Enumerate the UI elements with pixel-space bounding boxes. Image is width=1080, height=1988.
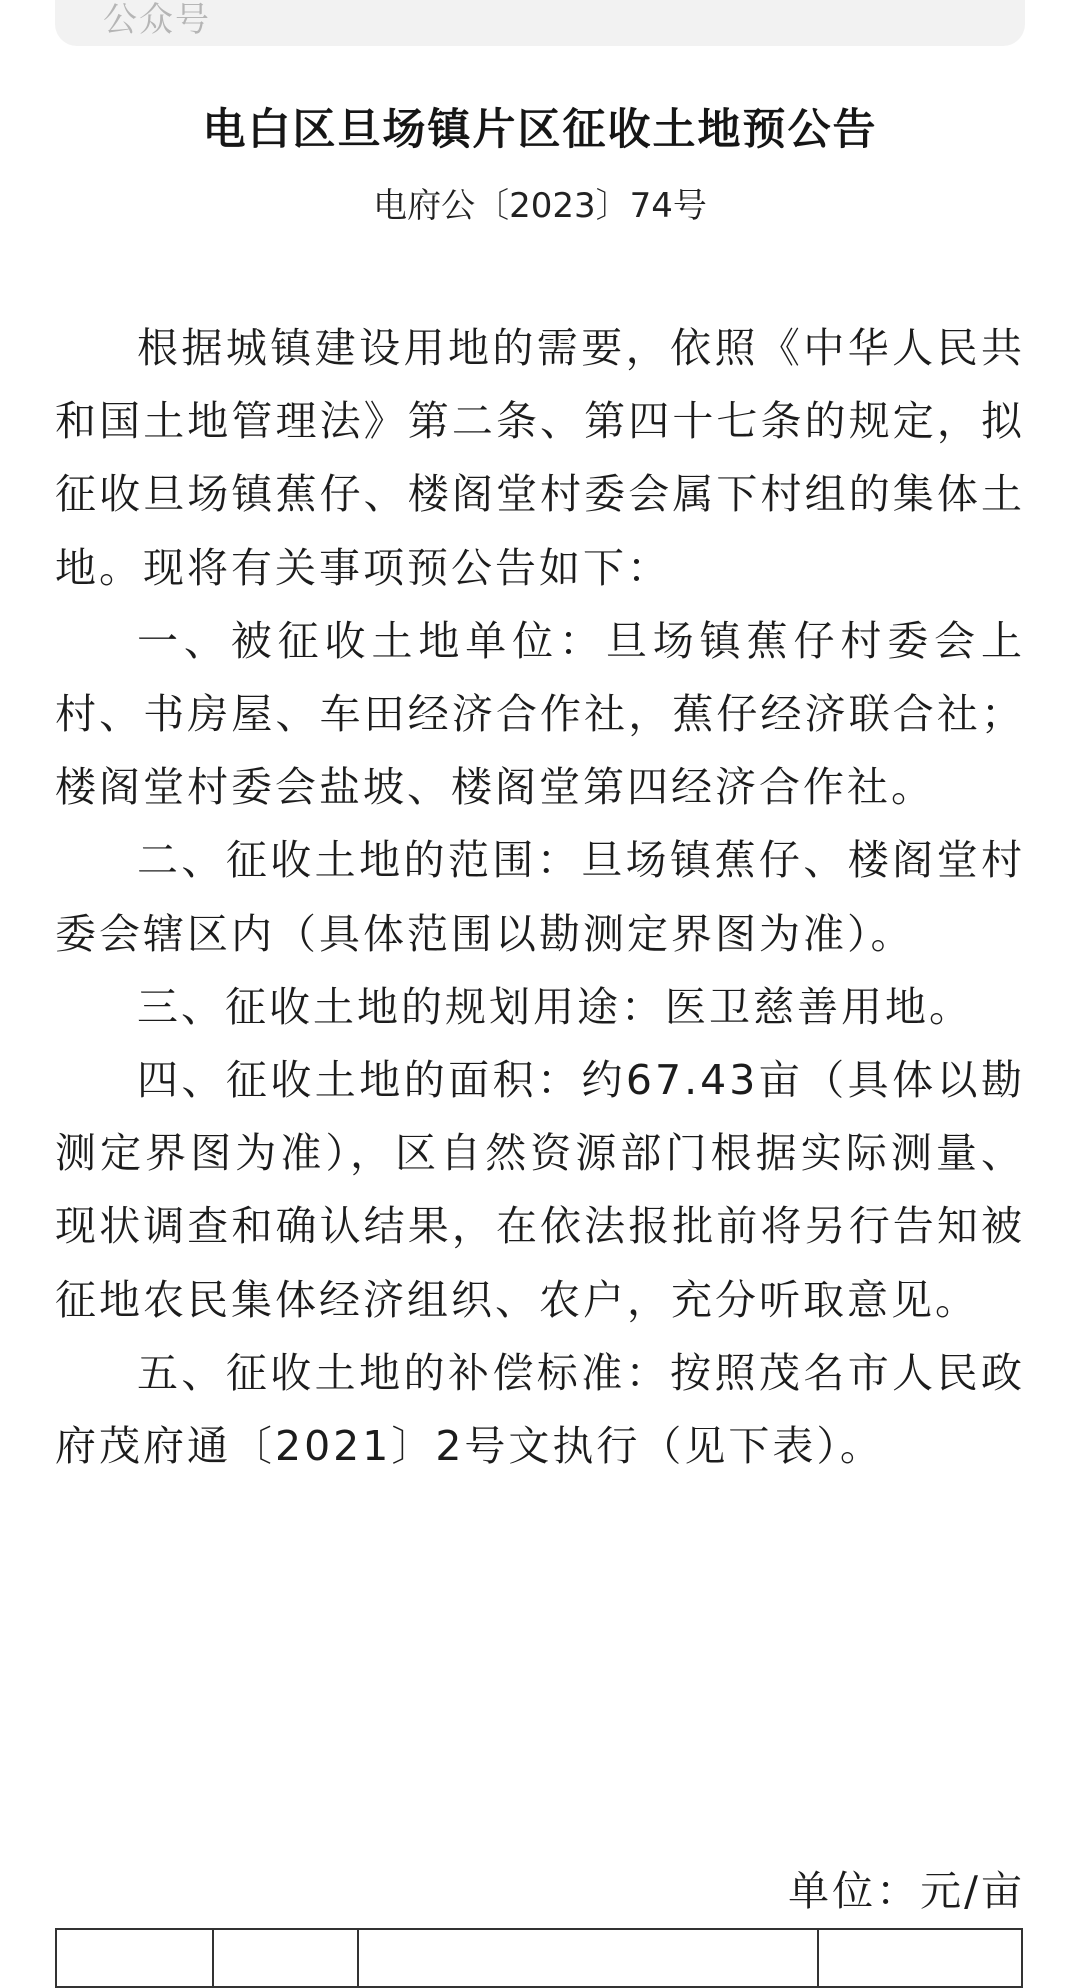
table-unit-label: 单位：元/亩 xyxy=(788,1867,1025,1915)
compensation-table xyxy=(55,1928,1023,1988)
paragraph-item-3: 三、征收土地的规划用途：医卫慈善用地。 xyxy=(137,982,973,1031)
top-bar-label: 公众号 xyxy=(103,0,211,40)
paragraph-item-2: 二、征收土地的范围：旦场镇蕉仔、楼阁堂村委会辖区内（具体范围以勘测定界图为准）。 xyxy=(55,836,1025,958)
document-body xyxy=(55,312,1025,1483)
paragraph-item-1: 一、被征收土地单位：旦场镇蕉仔村委会上村、书房屋、车田经济合作社，蕉仔经济联合社；楼阁堂村委会盐坡、楼阁堂第四经济合作社。 xyxy=(55,616,1025,812)
document-number: 电府公〔2023〕74号 xyxy=(373,186,707,226)
table-column-divider xyxy=(357,1930,359,1986)
document-title: 电白区旦场镇片区征收土地预公告 xyxy=(202,105,878,155)
table-column-divider xyxy=(817,1930,819,1986)
paragraph-intro: 根据城镇建设用地的需要，依照《中华人民共和国土地管理法》第二条、第四十七条的规定，拟征收旦场镇蕉仔、楼阁堂村委会属下村组的集体土地。现将有关事项预公告如下： xyxy=(55,324,1025,592)
top-search-bar[interactable] xyxy=(55,0,1025,46)
table-column-divider xyxy=(212,1930,214,1986)
paragraph-item-4: 四、征收土地的面积：约67.43亩（具体以勘测定界图为准），区自然资源部门根据实际测量、现状调查和确认结果，在依法报批前将另行告知被征地农民集体经济组织、农户，充分听取意见。 xyxy=(55,1056,1025,1324)
paragraph-item-5: 五、征收土地的补偿标准：按照茂名市人民政府茂府通〔2021〕2号文执行（见下表）。 xyxy=(55,1348,1025,1471)
